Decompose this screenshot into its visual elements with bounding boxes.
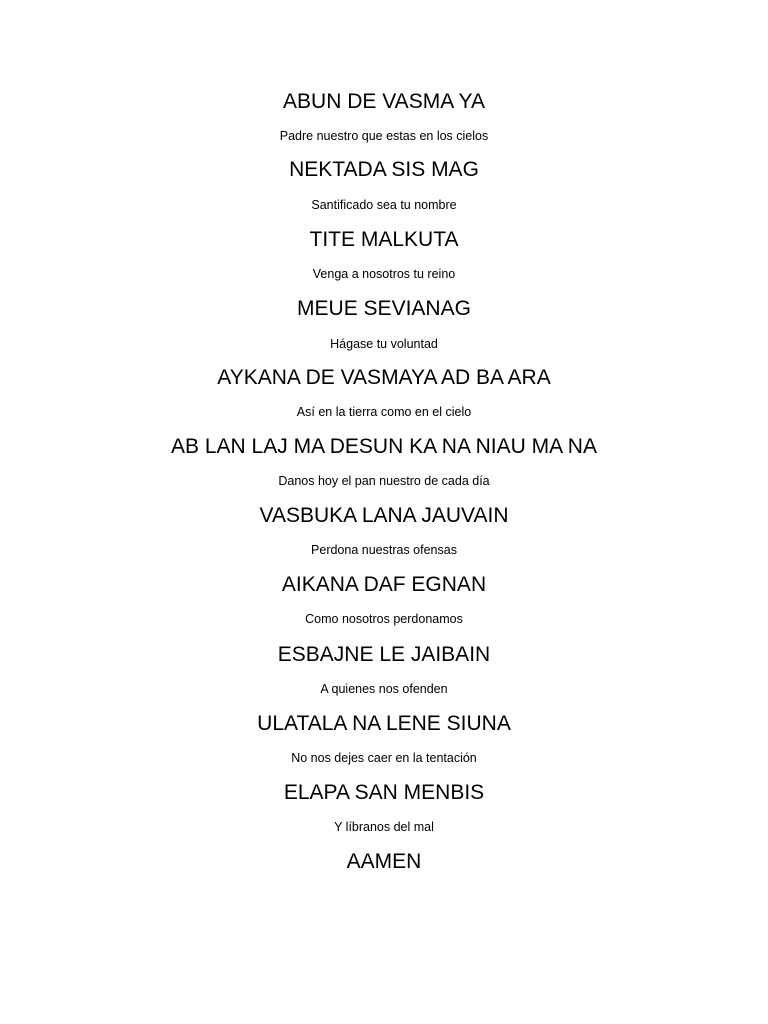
closing-line: AAMEN [346, 850, 422, 873]
verse-line: TITE MALKUTA [309, 228, 459, 251]
verse-line: AB LAN LAJ MA DESUN KA NA NIAU MA NA [171, 435, 597, 458]
verse-line: ABUN DE VASMA YA [283, 90, 485, 113]
verse-line: AYKANA DE VASMAYA AD BA ARA [217, 366, 551, 389]
translation-line: Y líbranos del mal [334, 820, 434, 834]
translation-line: Como nosotros perdonamos [305, 612, 463, 626]
translation-line: No nos dejes caer en la tentación [291, 751, 477, 765]
verse-line: MEUE SEVIANAG [297, 297, 471, 320]
verse-line: ESBAJNE LE JAIBAIN [277, 643, 491, 666]
translation-line: Hágase tu voluntad [330, 337, 438, 351]
translation-line: A quienes nos ofenden [320, 682, 448, 696]
verse-line: ULATALA NA LENE SIUNA [257, 712, 511, 735]
translation-line: Santificado sea tu nombre [311, 198, 457, 212]
translation-line: Así en la tierra como en el cielo [296, 405, 472, 419]
verse-line: ELAPA SAN MENBIS [283, 781, 485, 804]
translation-line: Padre nuestro que estas en los cielos [279, 129, 489, 143]
verse-line: NEKTADA SIS MAG [289, 158, 479, 181]
translation-line: Perdona nuestras ofensas [311, 543, 457, 557]
translation-line: Danos hoy el pan nuestro de cada día [278, 474, 490, 488]
translation-line: Venga a nosotros tu reino [312, 267, 456, 281]
verse-line: VASBUKA LANA JAUVAIN [259, 504, 509, 527]
verse-line: AIKANA DAF EGNAN [281, 573, 487, 596]
